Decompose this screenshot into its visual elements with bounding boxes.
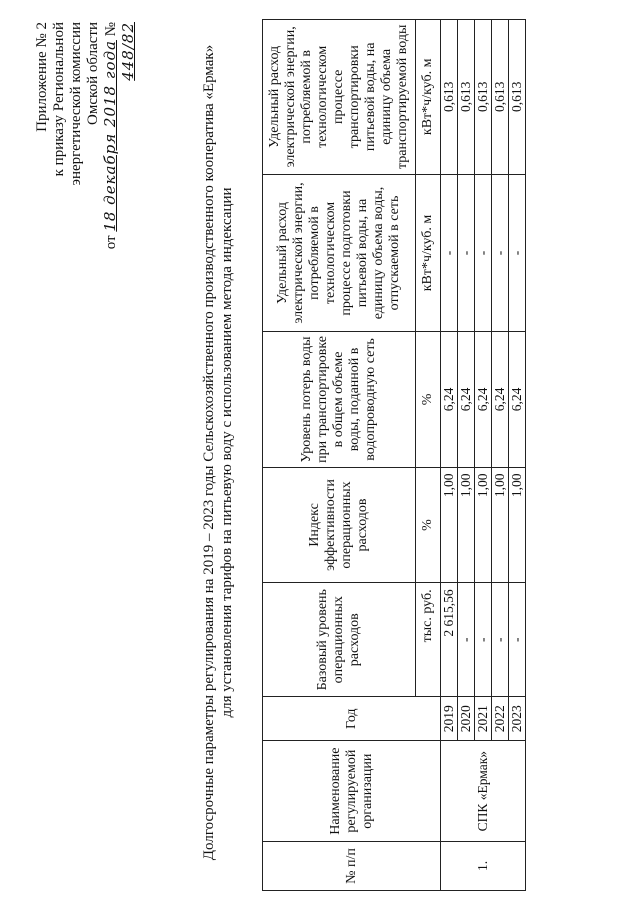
unit-spec-trans: кВт*ч/куб. м [416, 20, 441, 175]
title-line-1: Долгосрочные параметры регулирования на 2019 – 2023 годы Сельскохозяйственного производственного кооператива «Ермак» [201, 44, 217, 861]
header-index: Индекс эффективности операционных расходов [263, 467, 416, 583]
cell-index: 1,00 [458, 467, 475, 583]
cell-spec-trans: 0,613 [475, 20, 492, 175]
unit-index: % [416, 467, 441, 583]
header-num: № п/п [263, 841, 441, 890]
parameters-table [262, 19, 526, 891]
cell-spec-trans: 0,613 [492, 20, 509, 175]
header-year: Год [263, 697, 441, 741]
cell-year: 2019 [441, 697, 458, 741]
cell-index: 1,00 [475, 467, 492, 583]
cell-index: 1,00 [441, 467, 458, 583]
unit-spec-prep: кВт*ч/куб. м [416, 174, 441, 332]
cell-base: - [509, 583, 526, 697]
date-handwritten: 18 декабря 2018 года [101, 40, 119, 232]
header-base: Базовый уровень операционных расходов [263, 583, 416, 697]
table-header-row [263, 20, 416, 891]
number-handwritten: 448/82 [119, 22, 137, 81]
appendix-order-line: к приказу Региональной [51, 22, 67, 177]
cell-spec-prep: - [441, 174, 458, 332]
cell-year: 2021 [475, 697, 492, 741]
cell-spec-prep: - [509, 174, 526, 332]
cell-spec-trans: 0,613 [441, 20, 458, 175]
cell-loss: 6,24 [441, 332, 458, 467]
unit-loss: % [416, 332, 441, 467]
cell-spec-prep: - [475, 174, 492, 332]
cell-index: 1,00 [492, 467, 509, 583]
appendix-commission-line: энергетической комиссии [68, 22, 84, 186]
org-name: СПК «Ермак» [441, 741, 526, 842]
document-title [200, 10, 236, 895]
cell-loss: 6,24 [475, 332, 492, 467]
appendix-title: Приложение № 2 [34, 22, 50, 132]
header-spec-prep: Удельный расход электрической энергии, потребляемой в технологическом процессе подготовки питьевой воды, на единицу объема воды, отпускаемой в сеть [263, 174, 416, 332]
header-org: Наименование регулируемой организации [263, 741, 441, 842]
header-spec-trans: Удельный расход электрической энергии, потребляемой в технологическом процессе транспортировки питьевой воды, на единицу объема транспортируемой воды [263, 20, 416, 175]
row-number: 1. [441, 841, 526, 890]
cell-spec-prep: - [458, 174, 475, 332]
cell-base: 2 615,56 [441, 583, 458, 697]
cell-base: - [475, 583, 492, 697]
cell-index: 1,00 [509, 467, 526, 583]
appendix-date-number-line [102, 22, 138, 282]
header-loss: Уровень потерь воды при транспортировке в общем объеме воды, поданной в водопроводную сеть [263, 332, 416, 467]
appendix-header [34, 22, 138, 282]
appendix-region-line: Омской области [85, 22, 101, 125]
cell-spec-trans: 0,613 [509, 20, 526, 175]
title-line-2: для установления тарифов на питьевую воду с использованием метода индексации [219, 187, 235, 718]
cell-loss: 6,24 [509, 332, 526, 467]
cell-year: 2023 [509, 697, 526, 741]
cell-loss: 6,24 [492, 332, 509, 467]
cell-year: 2020 [458, 697, 475, 741]
table-row [441, 20, 458, 891]
cell-spec-prep: - [492, 174, 509, 332]
unit-base: тыс. руб. [416, 583, 441, 697]
number-prefix: № [103, 22, 119, 37]
date-prefix: от [103, 235, 119, 250]
cell-loss: 6,24 [458, 332, 475, 467]
cell-base: - [458, 583, 475, 697]
cell-year: 2022 [492, 697, 509, 741]
cell-spec-trans: 0,613 [458, 20, 475, 175]
cell-base: - [492, 583, 509, 697]
